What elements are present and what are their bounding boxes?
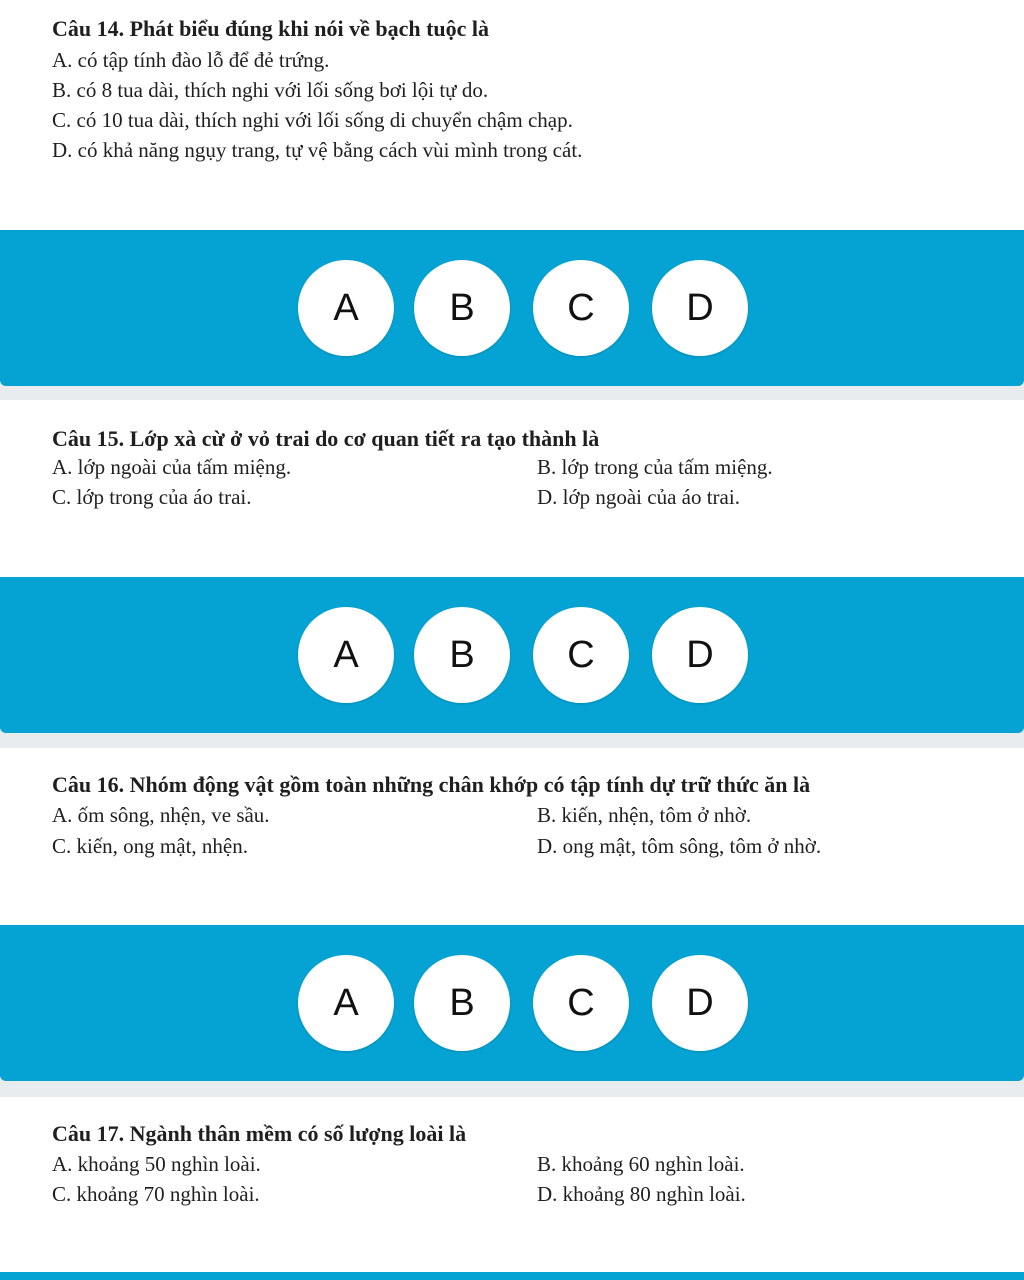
answer-button-d[interactable]: D: [652, 260, 748, 356]
question-card-14: [0, 0, 1024, 230]
option-a-text: A. có tập tính đào lỗ để đẻ trứng.: [52, 48, 330, 72]
option-b-text: B. có 8 tua dài, thích nghi với lối sống bơi lội tự do.: [52, 78, 489, 102]
option-d-text: D. có khả năng ngụy trang, tự vệ bằng cách vùi mình trong cát.: [52, 138, 583, 162]
answer-button-a[interactable]: A: [298, 260, 394, 356]
question-title: Câu 15. Lớp xà cừ ở vỏ trai do cơ quan tiết ra tạo thành là: [52, 426, 600, 451]
answer-button-a[interactable]: A: [298, 607, 394, 703]
question-title: Câu 14. Phát biểu đúng khi nói về bạch tuộc là: [52, 16, 490, 41]
option-a-text: A. khoảng 50 nghìn loài.: [52, 1152, 261, 1176]
option-d-text: D. khoảng 80 nghìn loài.: [537, 1182, 746, 1206]
option-d-text: D. ong mật, tôm sông, tôm ở nhờ.: [537, 834, 822, 858]
question-title: Câu 16. Nhóm động vật gồm toàn những chân khớp có tập tính dự trữ thức ăn là: [52, 772, 811, 797]
answer-button-d[interactable]: D: [652, 607, 748, 703]
option-a-text: A. ốm sông, nhện, ve sầu.: [52, 803, 270, 827]
option-c-text: C. có 10 tua dài, thích nghi với lối sống di chuyển chậm chạp.: [52, 108, 573, 132]
answer-bar-edge: [0, 1272, 1024, 1280]
question-card-17: [0, 1097, 1024, 1272]
option-d-text: D. lớp ngoài của áo trai.: [537, 485, 740, 509]
answer-bar-15: [0, 577, 1024, 733]
question-card-15: [0, 400, 1024, 577]
option-a-text: A. lớp ngoài của tấm miệng.: [52, 455, 292, 479]
answer-button-b[interactable]: B: [414, 607, 510, 703]
question-title: Câu 17. Ngành thân mềm có số lượng loài là: [52, 1121, 467, 1146]
option-b-text: B. kiến, nhện, tôm ở nhờ.: [537, 803, 752, 827]
option-c-text: C. kiến, ong mật, nhện.: [52, 834, 248, 858]
answer-button-c[interactable]: C: [533, 260, 629, 356]
answer-button-b[interactable]: B: [414, 260, 510, 356]
answer-button-a[interactable]: A: [298, 955, 394, 1051]
answer-bar-16: [0, 925, 1024, 1081]
answer-button-b[interactable]: B: [414, 955, 510, 1051]
option-c-text: C. lớp trong của áo trai.: [52, 485, 252, 509]
question-card-16: [0, 748, 1024, 925]
answer-button-c[interactable]: C: [533, 607, 629, 703]
option-b-text: B. khoảng 60 nghìn loài.: [537, 1152, 745, 1176]
option-b-text: B. lớp trong của tấm miệng.: [537, 455, 773, 479]
answer-button-d[interactable]: D: [652, 955, 748, 1051]
option-c-text: C. khoảng 70 nghìn loài.: [52, 1182, 260, 1206]
answer-button-c[interactable]: C: [533, 955, 629, 1051]
answer-bar-14: [0, 230, 1024, 386]
